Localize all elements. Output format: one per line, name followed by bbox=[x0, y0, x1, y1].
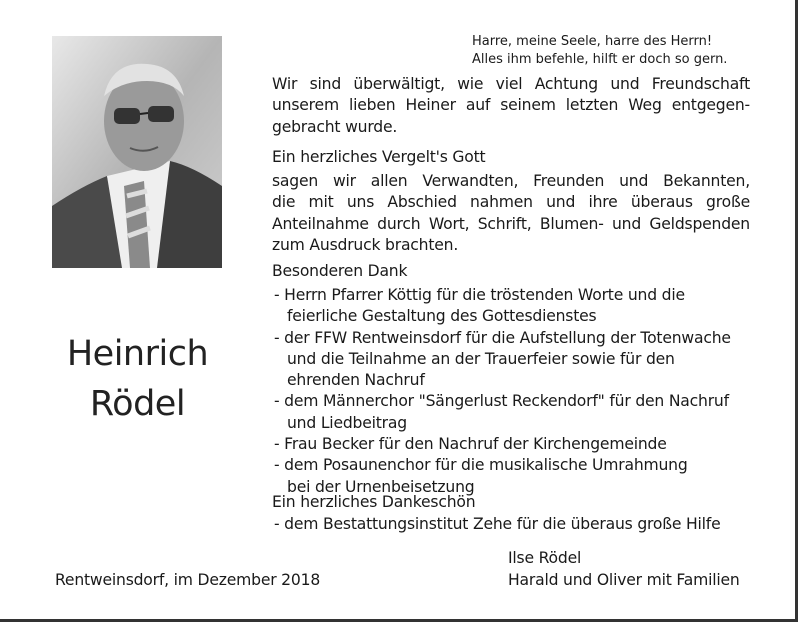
motto-line: Harre, meine Seele, harre des Herrn! bbox=[472, 34, 713, 49]
list-item: - dem Bestattungsinstitut Zehe für die überaus große Hilfe bbox=[274, 515, 721, 533]
motto-verse bbox=[472, 33, 750, 69]
dankeschoen-list bbox=[274, 514, 752, 535]
thanks-paragraph bbox=[272, 171, 750, 256]
thanks-heading: Ein herzliches Vergelt's Gott bbox=[272, 148, 486, 166]
text-line: Anteilnahme durch Wort, Schrift, Blumen- und Geldspenden bbox=[272, 214, 750, 233]
list-item-cont: bei der Urnenbeisetzung bbox=[287, 477, 475, 496]
special-thanks-heading: Besonderen Dank bbox=[272, 262, 408, 280]
text-line: sagen wir allen Verwandten, Freunden und Bekannten, bbox=[272, 172, 750, 190]
portrait-photo bbox=[52, 36, 222, 268]
motto-line: Alles ihm befehle, hilft er doch so gern. bbox=[472, 52, 728, 67]
list-item-cont: und Liedbeitrag bbox=[287, 413, 407, 432]
list-item-cont: feierliche Gestaltung des Gottesdienstes bbox=[287, 307, 597, 326]
special-thanks-list bbox=[274, 285, 752, 498]
text-line: Wir sind überwältigt, wie viel Achtung und Freundschaft bbox=[272, 75, 750, 93]
list-item: - dem Männerchor "Sängerlust Reckendorf" für den Nachruf bbox=[274, 392, 729, 411]
list-item-cont: ehrenden Nachruf bbox=[287, 371, 425, 390]
deceased-first-name: Heinrich bbox=[66, 334, 209, 374]
text-line: die mit uns Abschied nahmen und ihre überaus große bbox=[272, 193, 750, 212]
list-item: - dem Posaunenchor für die musikalische Umrahmung bbox=[274, 456, 688, 475]
list-item: - Herrn Pfarrer Köttig für die tröstenden Worte und die bbox=[274, 286, 685, 304]
deceased-last-name: Rödel bbox=[89, 384, 186, 424]
dankeschoen-heading: Ein herzliches Dankeschön bbox=[272, 493, 476, 511]
list-item: - Frau Becker für den Nachruf der Kirchengemeinde bbox=[274, 435, 667, 454]
signature-line: Ilse Rödel bbox=[508, 549, 582, 567]
text-line: zum Ausdruck brachten. bbox=[272, 235, 459, 254]
signature-line: Harald und Oliver mit Familien bbox=[508, 571, 740, 589]
intro-paragraph bbox=[272, 74, 750, 138]
text-line: unserem lieben Heiner auf seinem letzten Weg entgegen- bbox=[272, 96, 750, 115]
list-item-cont: und die Teilnahme an der Trauerfeier sowie für den bbox=[287, 349, 675, 368]
text-line: gebracht wurde. bbox=[272, 117, 398, 136]
list-item: - der FFW Rentweinsdorf für die Aufstellung der Totenwache bbox=[274, 328, 731, 347]
place-date: Rentweinsdorf, im Dezember 2018 bbox=[55, 571, 321, 589]
